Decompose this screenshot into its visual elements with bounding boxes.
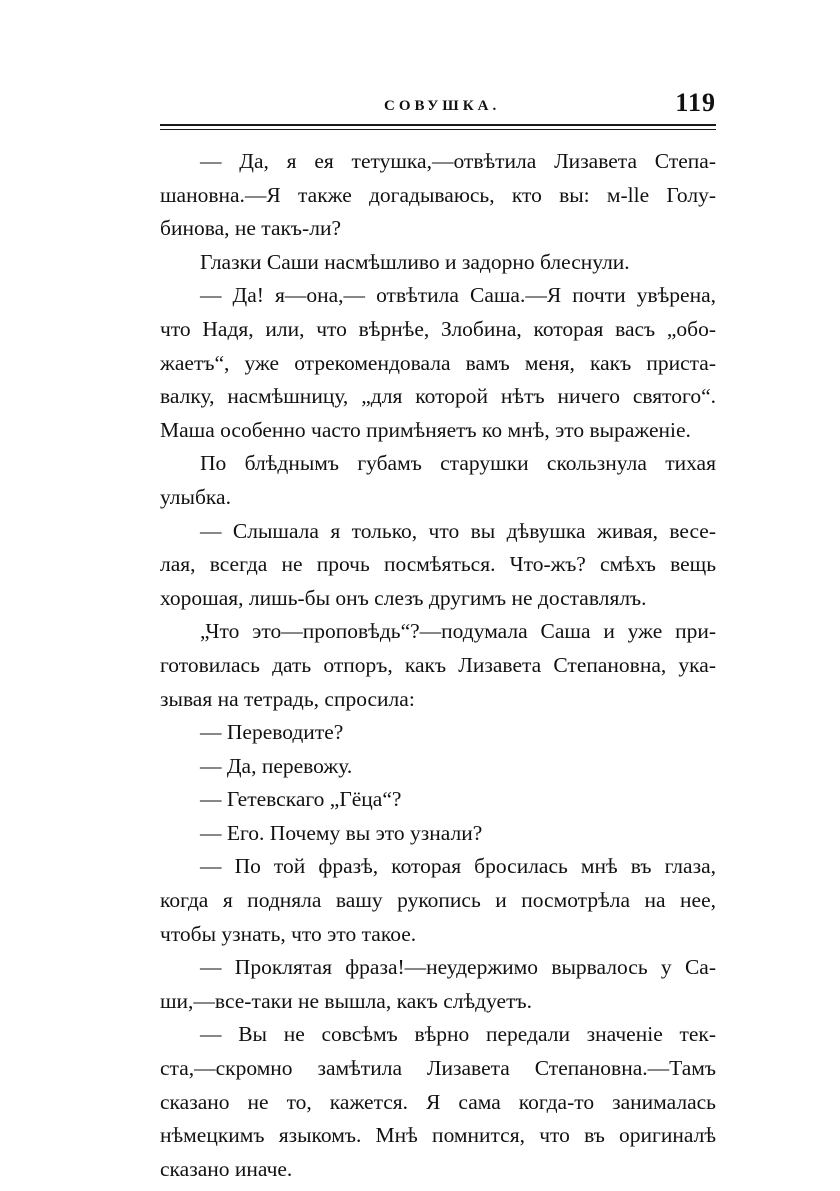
- text-line: — Переводите?: [200, 720, 344, 745]
- text-line: — Слышала я только, что вы дѣвушка живая, весе-: [200, 518, 716, 543]
- running-title: СОВУШКА.: [384, 98, 501, 114]
- text-line: ши,—все-таки не вышла, какъ слѣдуетъ.: [160, 988, 532, 1013]
- text-line: когда я подняла вашу рукопись и посмотрѣла на нее,: [160, 888, 716, 913]
- text-line: — Гетевскаго „Гёца“?: [200, 787, 402, 812]
- text-line: — Вы не совсѣмъ вѣрно передали значеніе тек-: [200, 1022, 716, 1047]
- text-line: Маша особенно часто примѣняетъ ко мнѣ, это выраженіе.: [160, 417, 691, 442]
- text-line: жаетъ“, уже отрекомендовала вамъ меня, какъ приста-: [160, 350, 716, 375]
- text-line: „Что это—проповѣдь“?—подумала Саша и уже при-: [200, 619, 716, 644]
- text-line: зывая на тетрадь, спросила:: [160, 686, 415, 711]
- text-line: хорошая, лишь-бы онъ слезъ другимъ не доставлялъ.: [160, 585, 647, 610]
- text-line: улыбка.: [160, 484, 231, 509]
- header-rule-thick: [160, 124, 716, 126]
- text-line: шановна.—Я также догадываюсь, кто вы: м-lle Голу-: [160, 182, 716, 207]
- text-line: — По той фразѣ, которая бросилась мнѣ въ глаза,: [200, 854, 716, 879]
- text-line: — Да, я ея тетушка,—отвѣтила Лизавета Степа-: [200, 149, 716, 173]
- text-line: — Да, перевожу.: [200, 753, 353, 778]
- header-rule-thin: [160, 129, 716, 130]
- text-line: валку, насмѣшницу, „для которой нѣтъ ничего святого“.: [160, 384, 716, 409]
- text-line: — Проклятая фраза!—неудержимо вырвалось у Са-: [200, 955, 716, 980]
- text-line: — Да! я—она,— отвѣтила Саша.—Я почти увѣрена,: [200, 283, 716, 308]
- text-line: По блѣднымъ губамъ старушки скользнула тихая: [200, 451, 716, 476]
- text-line: — Его. Почему вы это узнали?: [200, 820, 483, 845]
- text-line: лая, всегда не прочь посмѣяться. Что-жъ? смѣхъ вещь: [160, 552, 716, 577]
- text-line: ста,—скромно замѣтила Лизавета Степановна.—Тамъ: [160, 1056, 716, 1081]
- page-number: 119: [675, 88, 716, 117]
- text-line: бинова, не такъ-ли?: [160, 216, 341, 241]
- body-text: [160, 145, 716, 1186]
- text-line: чтобы узнать, что это такое.: [160, 921, 417, 946]
- text-line: что Надя, или, что вѣрнѣе, Злобина, которая васъ „обо-: [160, 316, 716, 341]
- text-line: сказано не то, кажется. Я сама когда-то занималась: [160, 1089, 716, 1114]
- page-header: [160, 88, 716, 122]
- text-line: Глазки Саши насмѣшливо и задорно блеснули.: [200, 249, 630, 274]
- text-line: сказано иначе.: [160, 1156, 293, 1181]
- text-line: нѣмецкимъ языкомъ. Мнѣ помнится, что въ оригиналѣ: [160, 1123, 716, 1148]
- text-line: готовилась дать отпоръ, какъ Лизавета Степановна, ука-: [160, 652, 716, 677]
